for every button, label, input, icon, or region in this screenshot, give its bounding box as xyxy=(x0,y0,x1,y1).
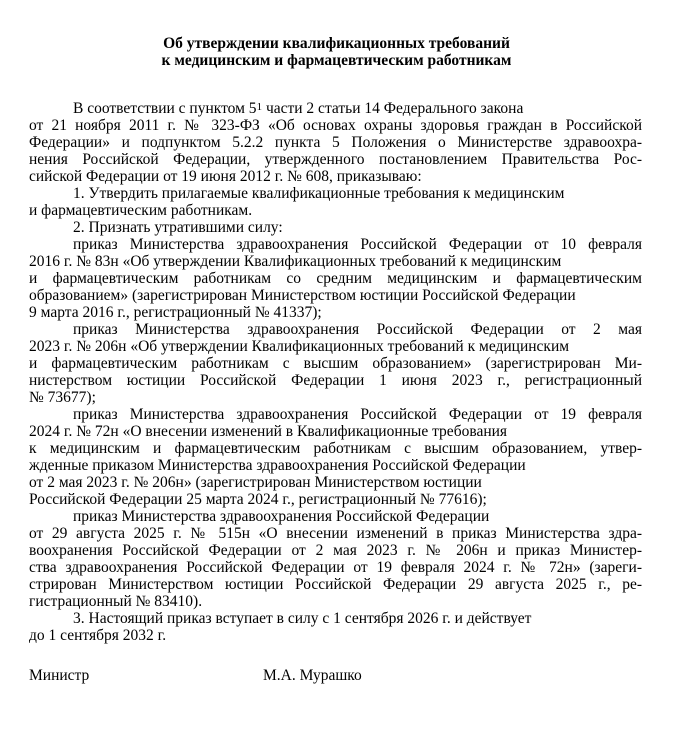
item-3-line: 3. Настоящий приказ вступает в силу с 1 сентября 2026 г. и действует xyxy=(73,610,532,627)
title-line-2: к медицинским и фармацевтическим работникам xyxy=(161,52,512,69)
preamble-line xyxy=(29,100,642,117)
revoked-order-line: жденные приказом Министерства здравоохранения Российской Федерации xyxy=(29,457,526,474)
revoked-order-line: воохранения Российской Федерации от 2 мая 2023 г. № 206н и приказ Министер- xyxy=(29,542,642,559)
revoked-order-line: от 2 мая 2023 г. № 206н» (зарегистрирован Министерством юстиции xyxy=(29,474,482,491)
revoked-order-line: нистерством юстиции Российской Федерации 1 июня 2023 г., регистрационный xyxy=(29,372,642,389)
signature-role: Министр xyxy=(29,667,90,684)
title-line-1: Об утверждении квалификационных требований xyxy=(163,35,510,52)
revoked-order-line: стрирован Министерством юстиции Российской Федерации 29 августа 2025 г., ре- xyxy=(29,576,642,593)
revoked-order-line: к медицинским и фармацевтическим работникам с высшим образованием, утвер- xyxy=(29,440,642,457)
revoked-order-line: 2024 г. № 72н «О внесении изменений в Квалификационные требования xyxy=(29,423,508,440)
preamble-line: Федерации» и подпунктом 5.2.2 пункта 5 Положения о Министерстве здравоохра- xyxy=(29,134,642,151)
preamble-line: сийской Федерации от 19 июня 2012 г. № 608, приказываю: xyxy=(29,168,422,185)
revoked-order-line: приказ Министерства здравоохранения Российской Федерации от 10 февраля xyxy=(73,236,642,253)
revoked-order-line: приказ Министерства здравоохранения Российской Федерации от 2 мая xyxy=(73,321,642,338)
revoked-order-line: 2016 г. № 83н «Об утверждении Квалификационных требований к медицинским xyxy=(29,253,562,270)
revoked-order-line: и фармацевтическим работникам с высшим образованием» (зарегистрирован Ми- xyxy=(29,355,642,372)
revoked-order-line: гистрационный № 83410). xyxy=(29,593,203,610)
item-1-line: 1. Утвердить прилагаемые квалификационные требования к медицинским xyxy=(73,185,565,202)
revoked-order-line: от 29 августа 2025 г. № 515н «О внесении изменений в приказ Министерства здра- xyxy=(29,525,642,542)
revoked-order-line: образованием» (зарегистрирован Министерством юстиции Российской Федерации xyxy=(29,287,576,304)
revoked-order-line: ства здравоохранения Российской Федерации от 19 февраля 2024 г. № 72н» (зареги- xyxy=(29,559,642,576)
revoked-order-line: приказ Министерства здравоохранения Российской Федерации от 19 февраля xyxy=(73,406,642,423)
preamble-line: от 21 ноября 2011 г. № 323-ФЗ «Об основах охраны здоровья граждан в Российской xyxy=(29,117,642,134)
item-1-line: и фармацевтическим работникам. xyxy=(29,202,253,219)
revoked-order-line: № 73677); xyxy=(29,389,96,406)
item-3-line: до 1 сентября 2032 г. xyxy=(29,627,167,644)
revoked-order-line: приказ Министерства здравоохранения Российской Федерации xyxy=(73,508,490,525)
superscript: 1 xyxy=(256,101,263,113)
item-2-heading: 2. Признать утратившими силу: xyxy=(73,219,283,236)
preamble-text: части 2 статьи 14 Федерального закона xyxy=(262,100,524,117)
document-body xyxy=(29,100,642,644)
revoked-order-line: 2023 г. № 206н «Об утверждении Квалификационных требований к медицинским xyxy=(29,338,570,355)
revoked-order-line: 9 марта 2016 г., регистрационный № 41337); xyxy=(29,304,322,321)
preamble-text: В соответствии с пунктом 5 xyxy=(73,100,257,117)
revoked-order-line: Российской Федерации 25 марта 2024 г., регистрационный № 77616); xyxy=(29,491,487,508)
preamble-line: нения Российской Федерации, утвержденного постановлением Правительства Рос- xyxy=(29,151,642,168)
signature-name: М.А. Мурашко xyxy=(263,667,362,684)
revoked-order-line: и фармацевтическим работникам со средним медицинским и фармацевтическим xyxy=(29,270,642,287)
